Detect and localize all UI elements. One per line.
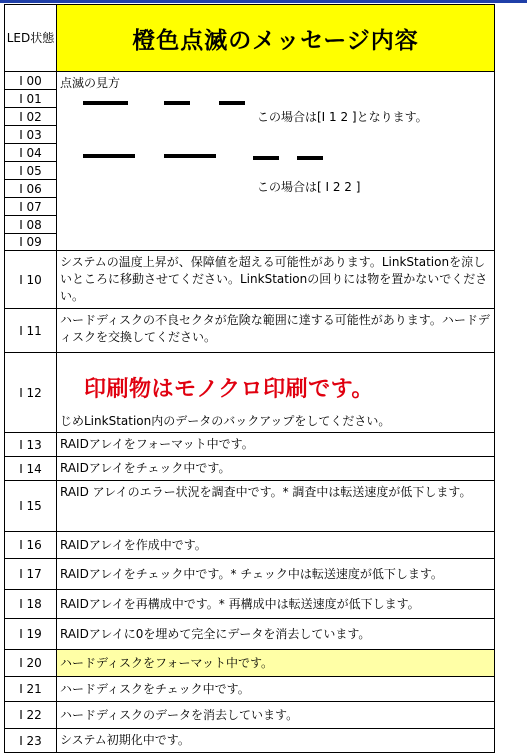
table-row: [5, 251, 495, 309]
code-cell: I 09: [5, 234, 57, 251]
blink-guide-label: 点滅の見方: [60, 76, 121, 90]
code-cell: I 12: [5, 353, 57, 433]
short-blink-dash: [219, 101, 245, 105]
table-row: [5, 677, 495, 702]
long-blink-dash: [83, 154, 135, 158]
table-row: [5, 309, 495, 353]
example1-note: この場合は[I 1 2 ]となります。: [257, 110, 428, 124]
code-cell: I 23: [5, 729, 57, 753]
table-row: [5, 457, 495, 481]
table-row: [5, 481, 495, 532]
table-row: [5, 72, 495, 90]
code-cell: I 04: [5, 144, 57, 162]
message-cell: RAIDアレイを作成中です。: [57, 532, 495, 559]
message-cell: ハードディスクのデータを消去しています。: [57, 702, 495, 729]
code-cell: I 18: [5, 590, 57, 619]
code-cell: I 00: [5, 72, 57, 90]
table-row: [5, 702, 495, 729]
monochrome-print-notice: 印刷物はモノクロ印刷です。: [84, 377, 374, 402]
code-cell: I 22: [5, 702, 57, 729]
code-cell: I 06: [5, 180, 57, 198]
code-cell: I 16: [5, 532, 57, 559]
code-cell: I 11: [5, 309, 57, 353]
code-cell: I 21: [5, 677, 57, 702]
code-cell: I 05: [5, 162, 57, 180]
code-cell: I 19: [5, 619, 57, 650]
code-cell: I 17: [5, 559, 57, 590]
top-rule: [0, 0, 527, 3]
example2-note: この場合は[ I 2 2 ]: [257, 180, 361, 194]
message-cell: RAIDアレイをチェック中です。* チェック中は転送速度が低下します。: [57, 559, 495, 590]
code-cell: I 14: [5, 457, 57, 481]
header-row: [5, 5, 495, 72]
short-blink-dash: [253, 156, 279, 160]
message-cell-highlighted: ハードディスクをフォーマット中です。: [57, 650, 495, 677]
message-cell: ハードディスクをチェック中です。: [57, 677, 495, 702]
long-blink-dash: [83, 101, 128, 105]
message-cell: RAIDアレイを再構成中です。* 再構成中は転送速度が低下します。: [57, 590, 495, 619]
table-row: [5, 590, 495, 619]
message-cell: ハードディスクの不良セクタが危険な範囲に達する可能性があります。ハードディスクを交換してください。: [57, 309, 495, 353]
table-row: [5, 729, 495, 753]
code-cell: I 20: [5, 650, 57, 677]
table-row: [5, 650, 495, 677]
code-cell: I 02: [5, 108, 57, 126]
blink-guide-cell: [57, 72, 495, 251]
code-cell: I 08: [5, 216, 57, 234]
code-cell: I 13: [5, 433, 57, 457]
i12-message-text: じめLinkStation内のデータのバックアップをしてください。: [60, 414, 391, 428]
code-cell: I 15: [5, 481, 57, 532]
short-blink-dash: [164, 101, 190, 105]
table-row: [5, 532, 495, 559]
short-blink-dash: [297, 156, 323, 160]
message-cell: システム初期化中です。: [57, 729, 495, 753]
code-cell: I 10: [5, 251, 57, 309]
long-blink-dash: [164, 154, 216, 158]
message-cell: RAIDアレイをチェック中です。: [57, 457, 495, 481]
table-row: [5, 619, 495, 650]
message-cell: RAID アレイのエラー状況を調査中です。* 調査中は転送速度が低下します。: [57, 481, 495, 532]
code-cell: I 03: [5, 126, 57, 144]
code-cell: I 01: [5, 90, 57, 108]
message-cell: RAIDアレイに0を埋めて完全にデータを消去しています。: [57, 619, 495, 650]
message-cell: システムの温度上昇が、保障値を超える可能性があります。LinkStationを涼しいところに移動させてください。LinkStationの回りには物を置かないでください。: [57, 251, 495, 309]
code-cell: I 07: [5, 198, 57, 216]
page-title: 橙色点滅のメッセージ内容: [57, 5, 495, 72]
led-status-header: LED状態: [5, 5, 57, 72]
table-row: [5, 433, 495, 457]
table-row: [5, 559, 495, 590]
message-cell: RAIDアレイをフォーマット中です。: [57, 433, 495, 457]
